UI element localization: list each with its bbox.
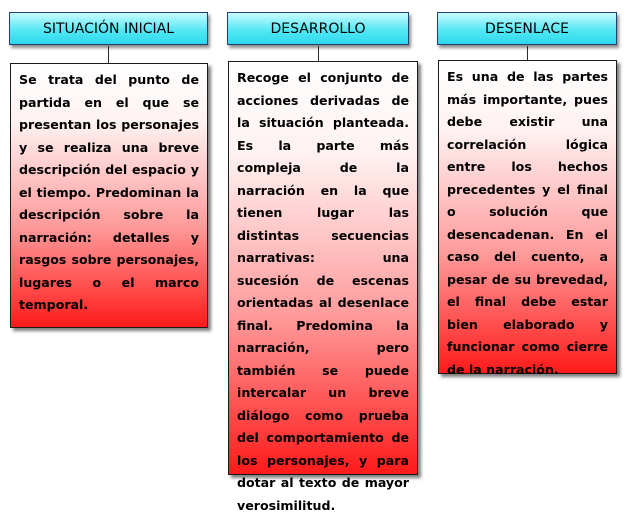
header-desarrollo: DESARROLLO (227, 12, 409, 45)
text-box-desenlace: Es una de las partes más importante, pues debe existir una correlación lógica entre los hechos precedentes y el final o solución que desencadenan. En el caso del cuento, a pesar de su brevedad, el final debe estar bien elaborado y funcionar como cierre de la narración. (438, 60, 617, 374)
text-box-situacion-inicial: Se trata del punto de partida en el que se presentan los personajes y se realiza una breve descripción del espacio y el tiempo. Predominan la descripción sobre la narración: detalles y rasgos sobre personajes, lugares o el marco temporal. (10, 63, 208, 328)
header-situacion-inicial: SITUACIÓN INICIAL (9, 12, 208, 45)
connector-line (527, 46, 528, 61)
connector-line (318, 46, 319, 62)
text-box-desarrollo: Recoge el conjunto de acciones derivadas de la situación planteada. Es la parte más compleja de la narración en la que tienen lugar las distintas secuencias narrativas: una sucesión de escenas orientadas al desenlace final. Predomina la narración, pero también se puede intercalar un breve diálogo como prueba del comportamiento de los personajes, y para dotar al texto de mayor verosimilitud. (228, 61, 418, 475)
header-desenlace: DESENLACE (437, 12, 617, 45)
connector-line (108, 46, 109, 64)
